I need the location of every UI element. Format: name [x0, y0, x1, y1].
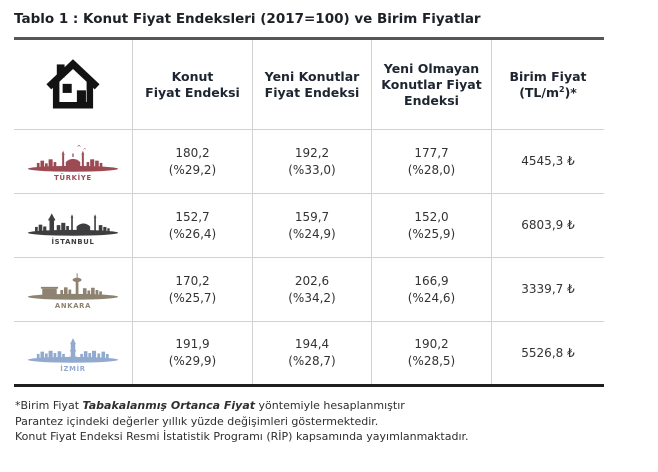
footnote-line-1: *Birim Fiyat Tabakalanmış Ortanca Fiyat yöntemiyle hesaplanmıştır — [15, 399, 405, 412]
house-icon — [43, 56, 103, 113]
value-cell — [133, 258, 253, 322]
value-cell — [253, 258, 372, 322]
value-cell — [372, 194, 492, 258]
header-label: Yeni Olmayan Konutlar Fiyat Endeksi — [381, 60, 482, 108]
index-value: 192,2 (%33,0) — [288, 145, 336, 177]
region-label: TÜRKİYE — [54, 173, 92, 182]
header-cell-region — [14, 40, 133, 130]
index-value: 159,7 (%24,9) — [288, 209, 336, 241]
header-label: Konut Fiyat Endeksi — [145, 68, 240, 100]
unit-price-cell — [492, 130, 604, 194]
header-label: Yeni Konutlar Fiyat Endeksi — [264, 68, 360, 100]
value-cell — [372, 130, 492, 194]
header-label: Birim Fiyat $(TL/m^2)*$ — [509, 68, 587, 100]
unit-price-value: 4545,3 ₺ — [521, 154, 575, 168]
header-cell-yeni-olmayan — [372, 40, 492, 130]
unit-price-cell — [492, 322, 604, 384]
value-cell — [133, 130, 253, 194]
index-value: 190,2 (%28,5) — [407, 337, 456, 368]
unit-price-value: 5526,8 ₺ — [521, 345, 575, 360]
region-cell-istanbul — [14, 194, 133, 258]
unit-price-cell — [492, 258, 604, 322]
value-cell — [372, 258, 492, 322]
unit-price-cell — [492, 194, 604, 258]
region-cell-ankara — [14, 258, 133, 322]
region-label: İSTANBUL — [51, 237, 95, 246]
header-cell-birim-fiyat — [492, 40, 604, 130]
housing-price-table — [14, 37, 604, 387]
index-value: 170,2 (%25,7) — [168, 273, 217, 305]
index-value: 152,0 (%25,9) — [407, 209, 456, 241]
value-cell — [133, 322, 253, 384]
unit-price-value: 3339,7 ₺ — [521, 282, 575, 296]
value-cell — [253, 322, 372, 384]
istanbul-skyline-icon — [26, 206, 120, 237]
index-value: 177,7 (%28,0) — [407, 145, 456, 177]
value-cell — [253, 194, 372, 258]
footnote-line-2: Parantez içindeki değerler yıllık yüzde değişimleri göstermektedir. — [15, 414, 379, 428]
value-cell — [133, 194, 253, 258]
region-label: ANKARA — [54, 301, 92, 310]
table-title: Tablo 1 : Konut Fiyat Endeksleri (2017=100) ve Birim Fiyatlar — [14, 11, 481, 27]
footnotes — [15, 398, 469, 445]
value-cell — [253, 130, 372, 194]
region-cell-turkiye — [14, 130, 133, 194]
value-cell — [372, 322, 492, 384]
region-cell-izmir — [14, 322, 133, 384]
index-value: 194,4 (%28,7) — [288, 337, 336, 368]
izmir-skyline-icon — [26, 333, 120, 364]
ankara-skyline-icon — [26, 270, 120, 301]
index-value: 191,9 (%29,9) — [168, 337, 217, 368]
turkiye-skyline-icon — [26, 142, 120, 173]
index-value: 166,9 (%24,6) — [407, 273, 456, 305]
header-cell-konut-fiyat-endeksi — [133, 40, 253, 130]
index-value: 180,2 (%29,2) — [168, 145, 217, 177]
footnote-line-3: Konut Fiyat Endeksi Resmi İstatistik Programı (RİP) kapsamında yayımlanmaktadır. — [15, 430, 469, 443]
region-label: İZMİR — [60, 365, 86, 373]
header-cell-yeni-konutlar — [253, 40, 372, 130]
index-value: 202,6 (%34,2) — [288, 273, 336, 305]
index-value: 152,7 (%26,4) — [168, 209, 217, 241]
unit-price-value: 6803,9 ₺ — [521, 218, 575, 232]
